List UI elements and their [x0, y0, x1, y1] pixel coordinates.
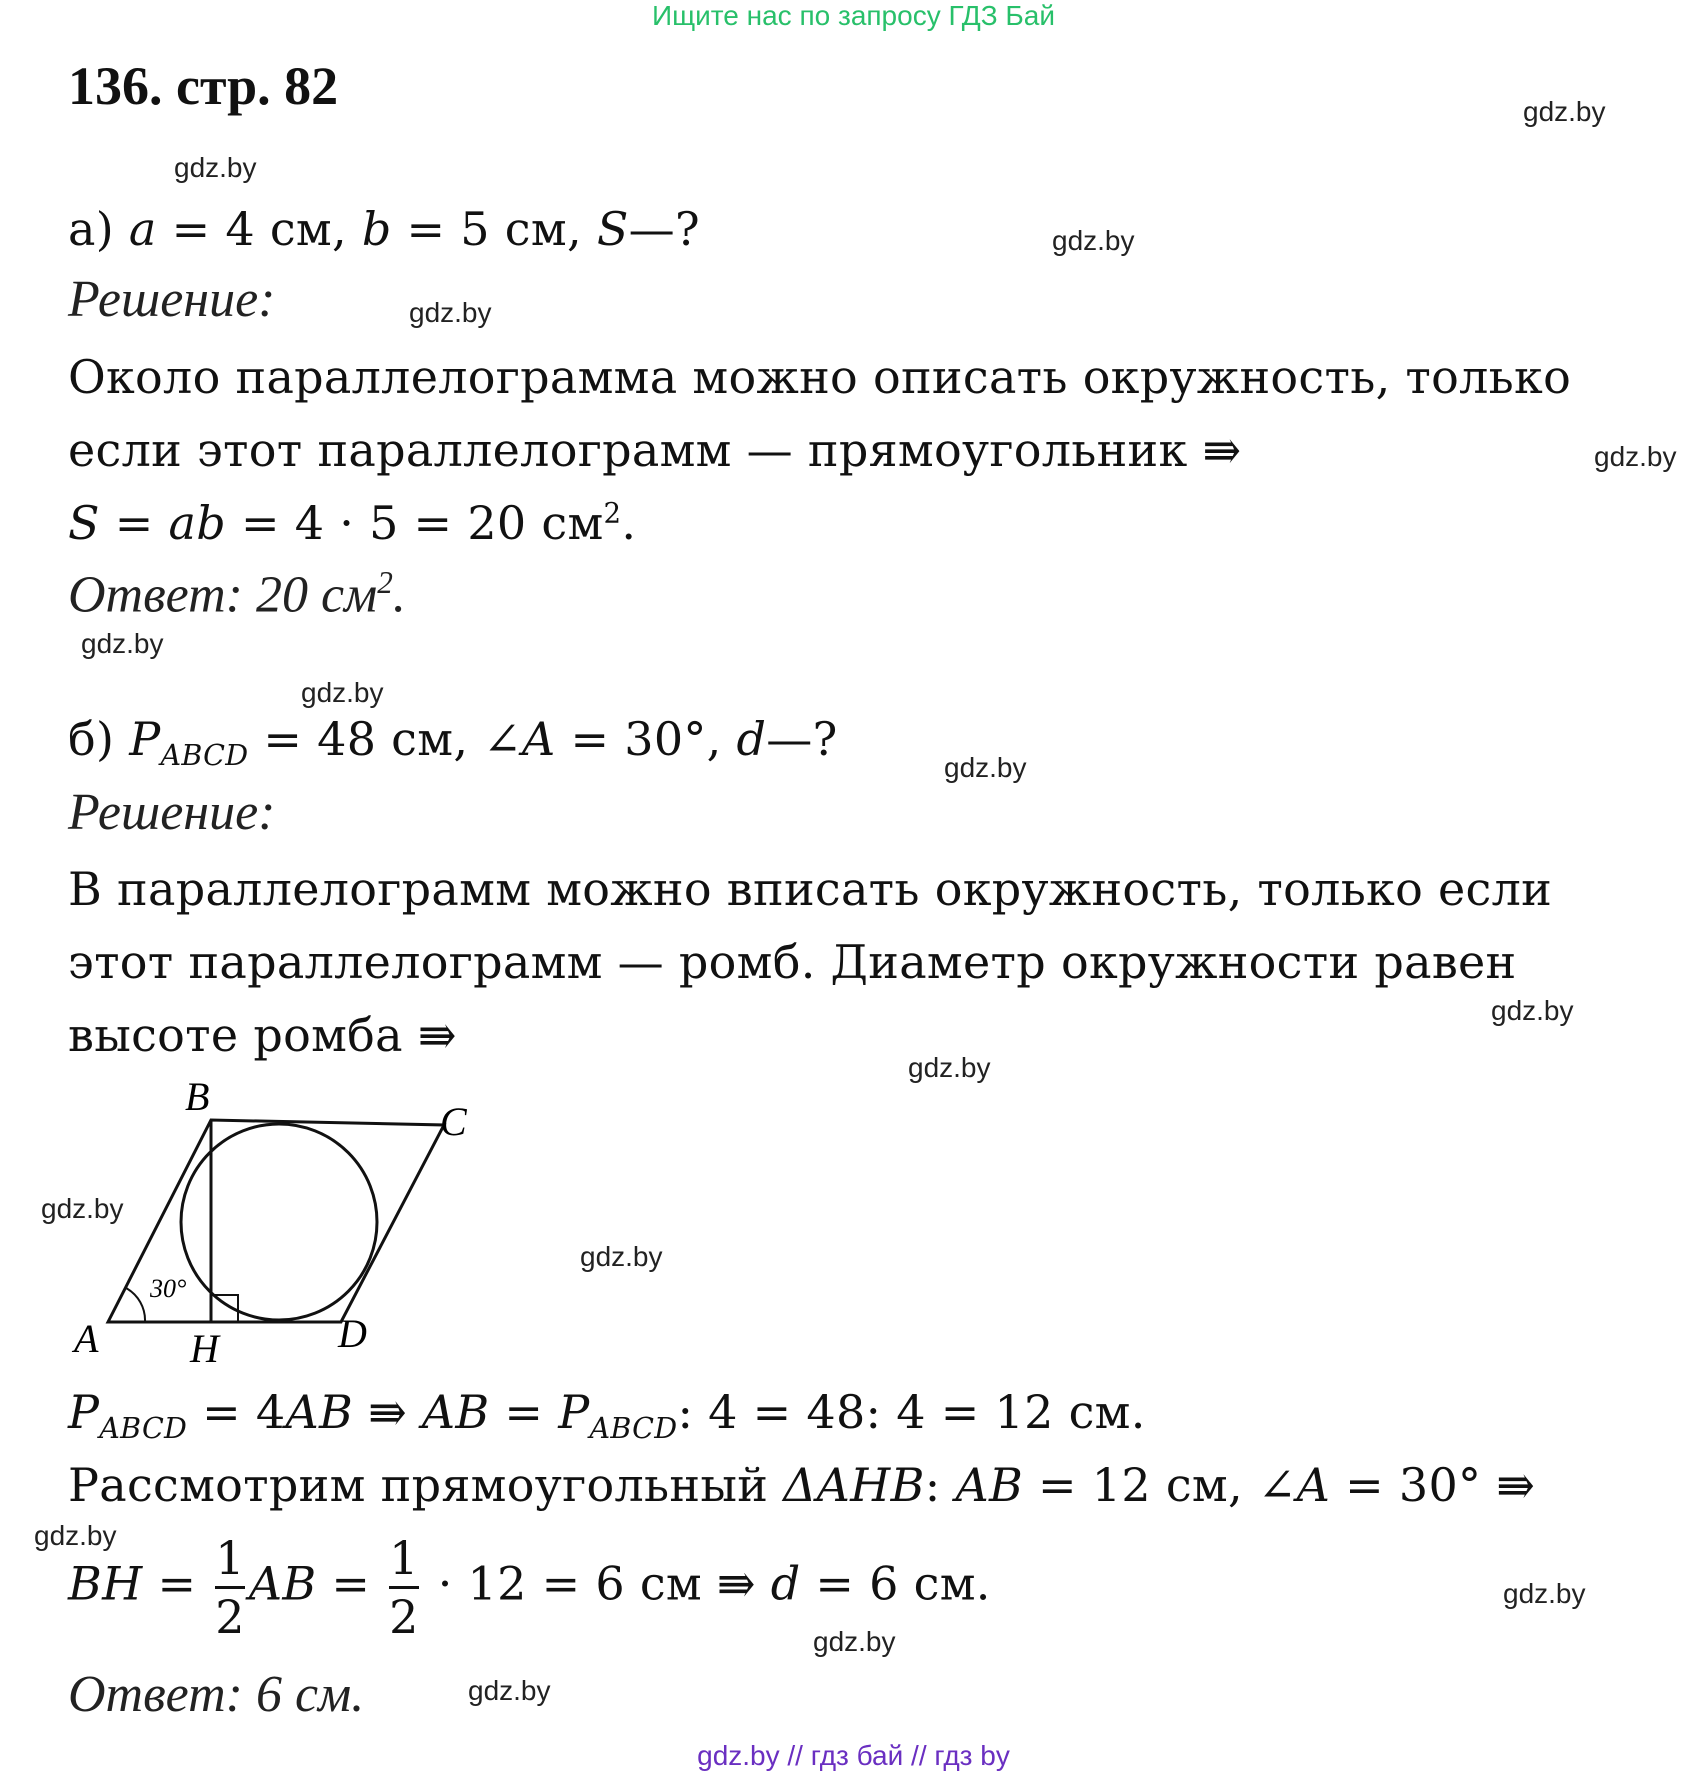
triangle-name: ΔAHB: [783, 1458, 925, 1512]
var-ab: AB: [285, 1385, 354, 1439]
period: .: [392, 566, 406, 624]
calc-text: · 12 = 6 см ⇛: [437, 1556, 756, 1611]
angle-arc: [126, 1288, 145, 1322]
calc-result: = 6 см.: [815, 1556, 991, 1611]
var-s: S: [68, 496, 100, 550]
watermark: gdz.by: [174, 152, 257, 183]
equals: =: [114, 496, 154, 550]
part-a-formula: [68, 496, 636, 550]
period: .: [621, 496, 637, 550]
part-b-label: б): [68, 712, 115, 766]
question-mark: —?: [766, 712, 838, 766]
superscript: 2: [603, 496, 622, 530]
var-angle-a: A: [1296, 1458, 1331, 1512]
subscript: ABCD: [589, 1411, 678, 1445]
part-a-solution-label: Решение:: [68, 271, 276, 328]
part-a-label: а): [68, 202, 114, 256]
formula-value: = 4 · 5 = 20 см: [240, 496, 604, 550]
var-ab: ab: [168, 496, 227, 550]
part-b-answer: Ответ: 6 см.: [68, 1666, 365, 1723]
fraction-one-half: [389, 1530, 419, 1645]
vertex-label-a: A: [74, 1316, 99, 1361]
given-perimeter: = 48 см, ∠: [263, 712, 523, 766]
part-b-given: [68, 712, 838, 772]
part-b-solution-label: Решение:: [68, 784, 276, 841]
watermark: gdz.by: [1491, 995, 1574, 1026]
part-b-text-2: этот параллелограмм — ромб. Диаметр окружности равен: [68, 935, 1517, 989]
top-banner: Ищите нас по запросу ГДЗ Бай: [651, 0, 1056, 31]
part-b-text-3: высоте ромба ⇛: [68, 1008, 457, 1062]
calc-line-1: [68, 1385, 1146, 1445]
part-a-text-2: если этот параллелограмм — прямоугольник ⇛: [68, 423, 1242, 477]
colon: :: [924, 1458, 941, 1512]
watermark: gdz.by: [468, 1675, 551, 1706]
vertex-label-h: H: [190, 1326, 219, 1365]
watermark: gdz.by: [1052, 225, 1135, 256]
watermark: gdz.by: [81, 628, 164, 659]
numerator: 1: [389, 1531, 419, 1585]
calc-text: = 12 см, ∠: [1038, 1458, 1297, 1512]
vertex-label-d: D: [338, 1311, 367, 1356]
var-a: a: [128, 202, 157, 256]
question-mark: —?: [628, 202, 700, 256]
watermark: gdz.by: [813, 1626, 896, 1657]
numerator: 1: [215, 1531, 245, 1585]
var-bh: BH: [68, 1556, 143, 1611]
watermark: gdz.by: [34, 1520, 117, 1551]
var-d: d: [736, 712, 767, 766]
calc-text: Рассмотрим прямоугольный: [68, 1458, 769, 1512]
var-angle-a: A: [522, 712, 556, 766]
subscript: ABCD: [99, 1411, 188, 1445]
angle-label: 30°: [150, 1274, 187, 1303]
watermark: gdz.by: [944, 752, 1027, 783]
watermark: gdz.by: [1503, 1578, 1586, 1609]
calc-line-3: [68, 1530, 991, 1645]
var-p: P: [129, 712, 161, 766]
eq-b: = 5 см,: [406, 202, 582, 256]
equals: =: [504, 1385, 544, 1439]
eq-a: = 4 см,: [171, 202, 347, 256]
vertex-label-b: B: [185, 1075, 210, 1119]
calc-text: = 4: [202, 1385, 286, 1439]
vertex-label-c: C: [440, 1099, 467, 1144]
footer-links: gdz.by // гдз бай // гдз by: [697, 1740, 1010, 1771]
implies: ⇛: [368, 1385, 407, 1439]
calc-text: = 30° ⇛: [1345, 1458, 1536, 1512]
denominator: 2: [389, 1586, 419, 1645]
subscript: ABCD: [160, 738, 249, 772]
page-title: 136. стр. 82: [68, 56, 339, 116]
calc-line-2: [68, 1458, 1535, 1512]
part-a-text-1: Около параллелограмма можно описать окружность, только: [68, 350, 1572, 404]
part-a-given: [68, 202, 700, 256]
part-a-answer: [68, 565, 406, 625]
var-p: P: [558, 1385, 590, 1439]
superscript: 2: [377, 565, 393, 600]
watermark: gdz.by: [908, 1052, 991, 1083]
watermark: gdz.by: [409, 297, 492, 328]
var-b: b: [361, 202, 392, 256]
var-ab: AB: [248, 1556, 317, 1611]
var-d: d: [770, 1556, 801, 1611]
watermark: gdz.by: [41, 1193, 124, 1224]
watermark: gdz.by: [1523, 96, 1606, 127]
calc-result: : 4 = 48: 4 = 12 см.: [677, 1385, 1146, 1439]
part-b-text-1: В параллелограмм можно вписать окружность, только если: [68, 862, 1553, 916]
equals: =: [157, 1556, 197, 1611]
watermark: gdz.by: [580, 1241, 663, 1272]
var-s: S: [596, 202, 629, 256]
denominator: 2: [215, 1586, 245, 1645]
var-ab: AB: [421, 1385, 490, 1439]
watermark: gdz.by: [301, 677, 384, 708]
var-ab: AB: [955, 1458, 1024, 1512]
var-p: P: [68, 1385, 100, 1439]
rhombus-diagram: [60, 1075, 490, 1365]
fraction-one-half: [215, 1530, 245, 1645]
equals: =: [331, 1556, 371, 1611]
answer-text: Ответ: 20 см: [68, 566, 378, 624]
watermark: gdz.by: [1594, 441, 1677, 472]
given-angle: = 30°,: [570, 712, 722, 766]
